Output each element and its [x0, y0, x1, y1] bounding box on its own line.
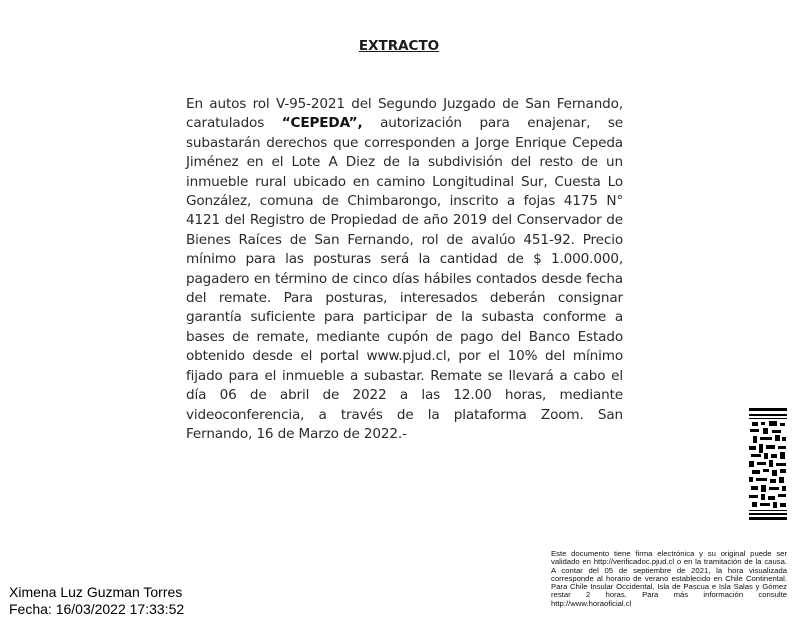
signature-date: Fecha: 16/03/2022 17:33:52 [9, 601, 185, 617]
verification-barcode [749, 408, 787, 520]
signature-block [9, 584, 184, 618]
electronic-signature-notice: Este documento tiene firma electrónica y su original puede ser validado en http://verificadoc.pjud.cl o en la tramitación de la causa. A contar del 05 de septiembre de 2021, la hora visualizada corresponde al horario de verano establecido en Chile Continental. Para Chile Insular Occidental, Isla de Pascua e Isla Salas y Gómez restar 2 horas. Para más información consulte http://www.horaoficial.cl [551, 549, 787, 608]
case-name: “CEPEDA”, [281, 115, 363, 132]
body-text-end: autorización para enajenar, se subastarán derechos que corresponden a Jorge Enrique Cepeda Jiménez en el Lote A Diez de la subdivisión del resto de un inmueble rural ubicado en camino Longitudinal Sur, Cuesta Lo González, comuna de Chimbarongo, inscrito a fojas 4175 N° 4121 del Registro de Propiedad de año 2019 del Conservador de Bienes Raíces de San Fernando, rol de avalúo 451-92. Precio mínimo para las posturas será la cantidad de $ 1.000.000, pagadero en término de cinco días hábiles contados desde fecha del remate. Para posturas, interesados deberán consignar garantía suficiente para participar de la subasta conforme a bases de remate, mediante cupón de pago del Banco Estado obtenido desde el portal www.pjud.cl, por el 10% del mínimo fijado para el inmueble a subastar. Remate se llevará a cabo el día 06 de abril de 2022 a las 12.00 horas, mediante videoconferencia, a través de la plataforma Zoom. San Fernando, 16 de Marzo de 2022.- [186, 115, 623, 442]
document-title: EXTRACTO [358, 38, 440, 54]
body-text-start: En autos rol V-95-2021 del Segundo Juzgado de San Fernando, caratulados [186, 96, 623, 132]
extract-body [186, 95, 623, 444]
signer-name: Ximena Luz Guzman Torres [9, 584, 183, 600]
